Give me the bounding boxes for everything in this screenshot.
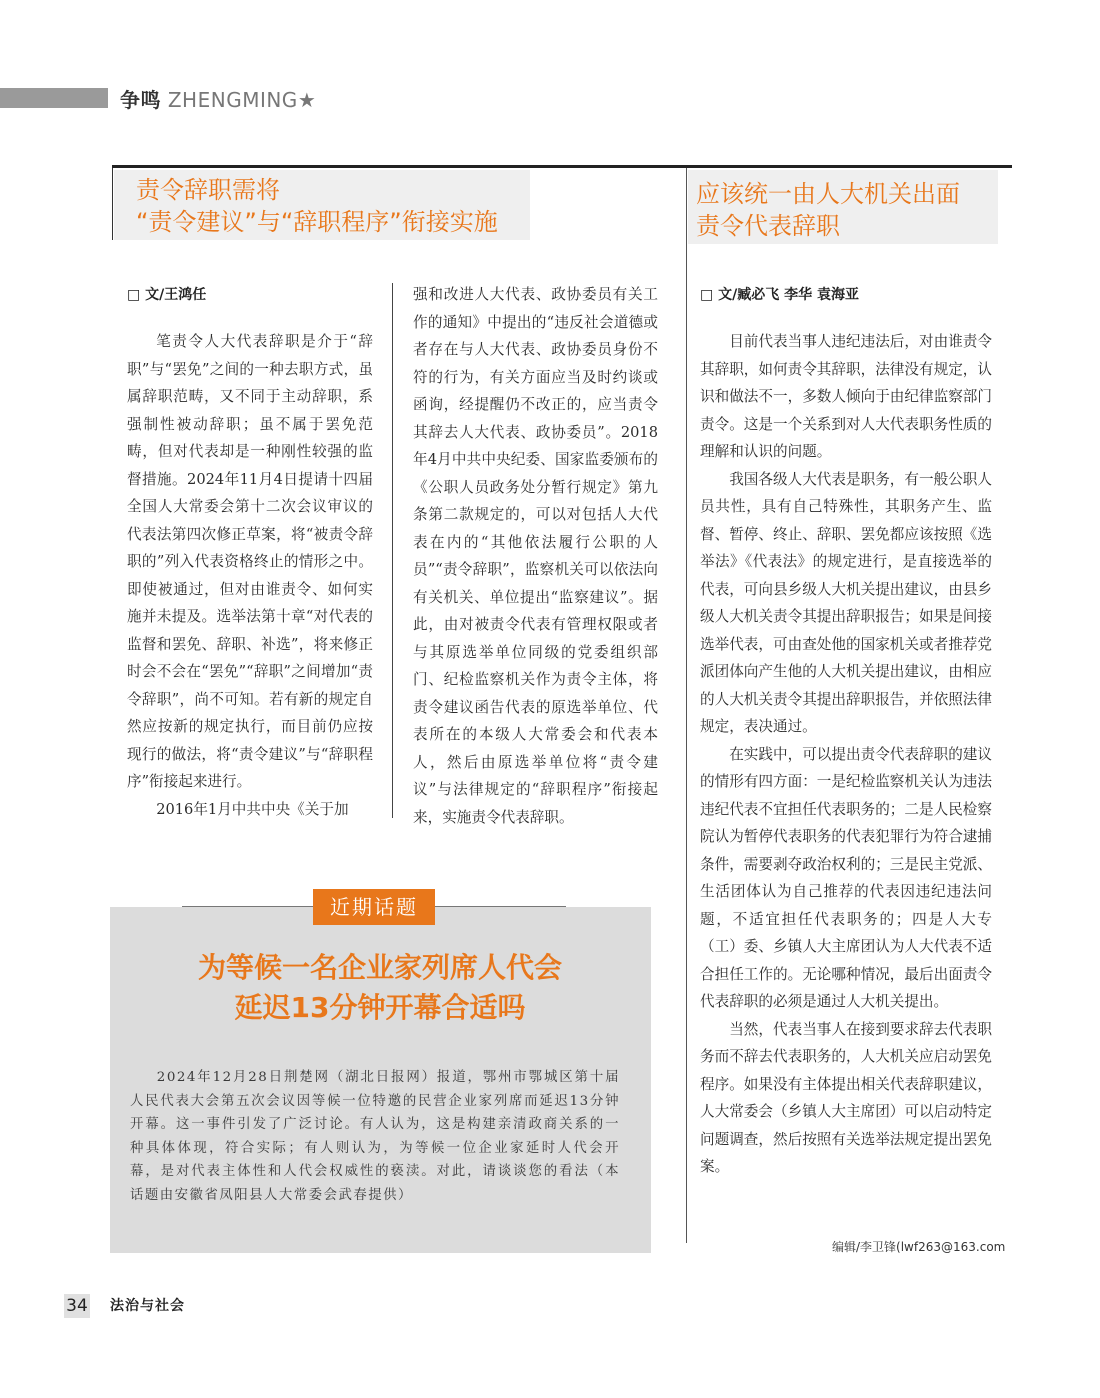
left-article-title [114,170,530,240]
right-article-paragraph: 目前代表当事人违纪违法后，对由谁责令其辞职，如何责令其辞职，法律没有规定，认识和做法不一，多数人倾向于由纪律监察部门责令。这是一个关系到对人大代表职务性质的理解和认识的问题。 [700,333,992,460]
topic-title-line-1: 为等候一名企业家列席人代会 [197,951,562,984]
right-title-line-2: 责令代表辞职 [696,212,840,240]
left-article-column-divider [392,283,393,818]
section-name-cn: 争鸣 [120,88,161,112]
star-icon: ★ [297,88,317,112]
left-title-divider [112,168,113,240]
topic-paragraph: 2024年12月28日荆楚网（湖北日报网）报道，鄂州市鄂城区第十届人民代表大会第五次会议因等候一位特邀的民营企业家列席而延迟13分钟开幕。这一事件引发了广泛讨论。有人认为，这是构建亲清政商关系的一种具体体现，符合实际；有人则认为，为等候一位企业家延时人代会开幕，是对代表主体性和人代会权威性的亵渎。对此，请谈谈您的看法（本话题由安徽省凤阳县人大常委会武春提供） [130,1070,620,1203]
right-article-title [688,170,998,244]
right-article-paragraph: 我国各级人大代表是职务，有一般公职人员共性，具有自己特殊性，其职务产生、监督、暂停、终止、辞职、罢免都应该按照《选举法》《代表法》的规定进行，是直接选举的代表，可向县乡级人大机关提出建议，由县乡级人大机关责令其提出辞职报告；如果是间接选举代表，可由查处他的国家机关或者推荐党派团体向产生他的人大机关提出建议，由相应的人大机关责令其提出辞职报告，并依照法律规定，表决通过。 [700,470,992,735]
section-color-bar [0,88,108,108]
right-article-body [700,328,992,1181]
right-byline: □ 文/臧必飞 李华 袁海亚 [700,287,859,303]
topic-title-line-2: 延迟13分钟开幕合适吗 [234,991,526,1024]
recent-topic-title [130,948,630,1028]
left-byline: □ 文/王鸿任 [127,287,207,303]
left-article-paragraph: 2016年1月中共中央《关于加 [156,800,349,818]
editor-credit: 编辑/李卫锋(lwf263@163.com [832,1240,1006,1254]
right-title-line-1: 应该统一由人大机关出面 [696,180,960,208]
right-article-paragraph: 在实践中，可以提出责令代表辞职的建议的情形有四方面：一是纪检监察机关认为违法违纪代表不宜担任代表职务的；二是人民检察院认为暂停代表职务的代表犯罪行为符合逮捕条件，需要剥夺政治权利的；三是民主党派、生活团体认为自己推荐的代表因违纪违法问题，不适宜担任代表职务的；四是人大专（工）委、乡镇人大主席团认为人大代表不适合担任工作的。无论哪种情况，最后出面责令代表辞职的必须是通过人大机关提出。 [700,745,992,1010]
left-title-line-2: “责令建议”与“辞职程序”衔接实施 [136,208,498,236]
top-rule [112,165,1012,168]
page-number: 34 [64,1294,90,1318]
section-header [120,84,316,113]
left-article-column-1 [127,328,373,823]
left-article-column-2 [413,281,658,831]
recent-topic-tag: 近期话题 [313,889,435,925]
center-column-divider [686,168,687,1243]
section-name-en: ZHENGMING [167,88,298,112]
recent-topic-body [130,1066,620,1208]
left-article-paragraph: 强和改进人大代表、政协委员有关工作的通知》中提出的“违反社会道德或者存在与人大代表、政协委员身份不符的行为，有关方面应当及时约谈或函询，经提醒仍不改正的，应当责令其辞去人大代表、政协委员”。2018年4月中共中央纪委、国家监委颁布的《公职人员政务处分暂行规定》第九条第二款规定的，可以对包括人大代表在内的“其他依法履行公职的人员”“责令辞职”，监察机关可以依法向有关机关、单位提出“监察建议”。据此，由对被责令代表有管理权限或者与其原选举单位同级的党委组织部门、纪检监察机关作为责令主体，将责令建议函告代表的原选举单位、代表所在的本级人大常委会和代表本人，然后由原选举单位将“责令建议”与法律规定的“辞职程序”衔接起来，实施责令代表辞职。 [413,286,658,826]
right-article-paragraph: 当然，代表当事人在接到要求辞去代表职务而不辞去代表职务的，人大机关应启动罢免程序。如果没有主体提出相关代表辞职建议，人大常委会（乡镇人大主席团）可以启动特定问题调查，然后按照有关选举法规定提出罢免案。 [700,1020,992,1175]
magazine-name: 法治与社会 [110,1298,185,1314]
left-title-line-1: 责令辞职需将 [136,176,280,204]
left-article-paragraph: 笔责令人大代表辞职是介于“辞职”与“罢免”之间的一种去职方式，虽属辞职范畴，又不同于主动辞职，系强制性被动辞职；虽不属于罢免范畴，但对代表却是一种刚性较强的监督措施。2024年11月4日提请十四届全国人大常委会第十二次会议审议的代表法第四次修正草案，将“被责令辞职的”列入代表资格终止的情形之中。即使被通过，但对由谁责令、如何实施并未提及。选举法第十章“对代表的监督和罢免、辞职、补选”，将来修正时会不会在“罢免”“辞职”之间增加“责令辞职”，尚不可知。若有新的规定自然应按新的规定执行，而目前仍应按现行的做法，将“责令建议”与“辞职程序”衔接起来进行。 [127,333,373,790]
